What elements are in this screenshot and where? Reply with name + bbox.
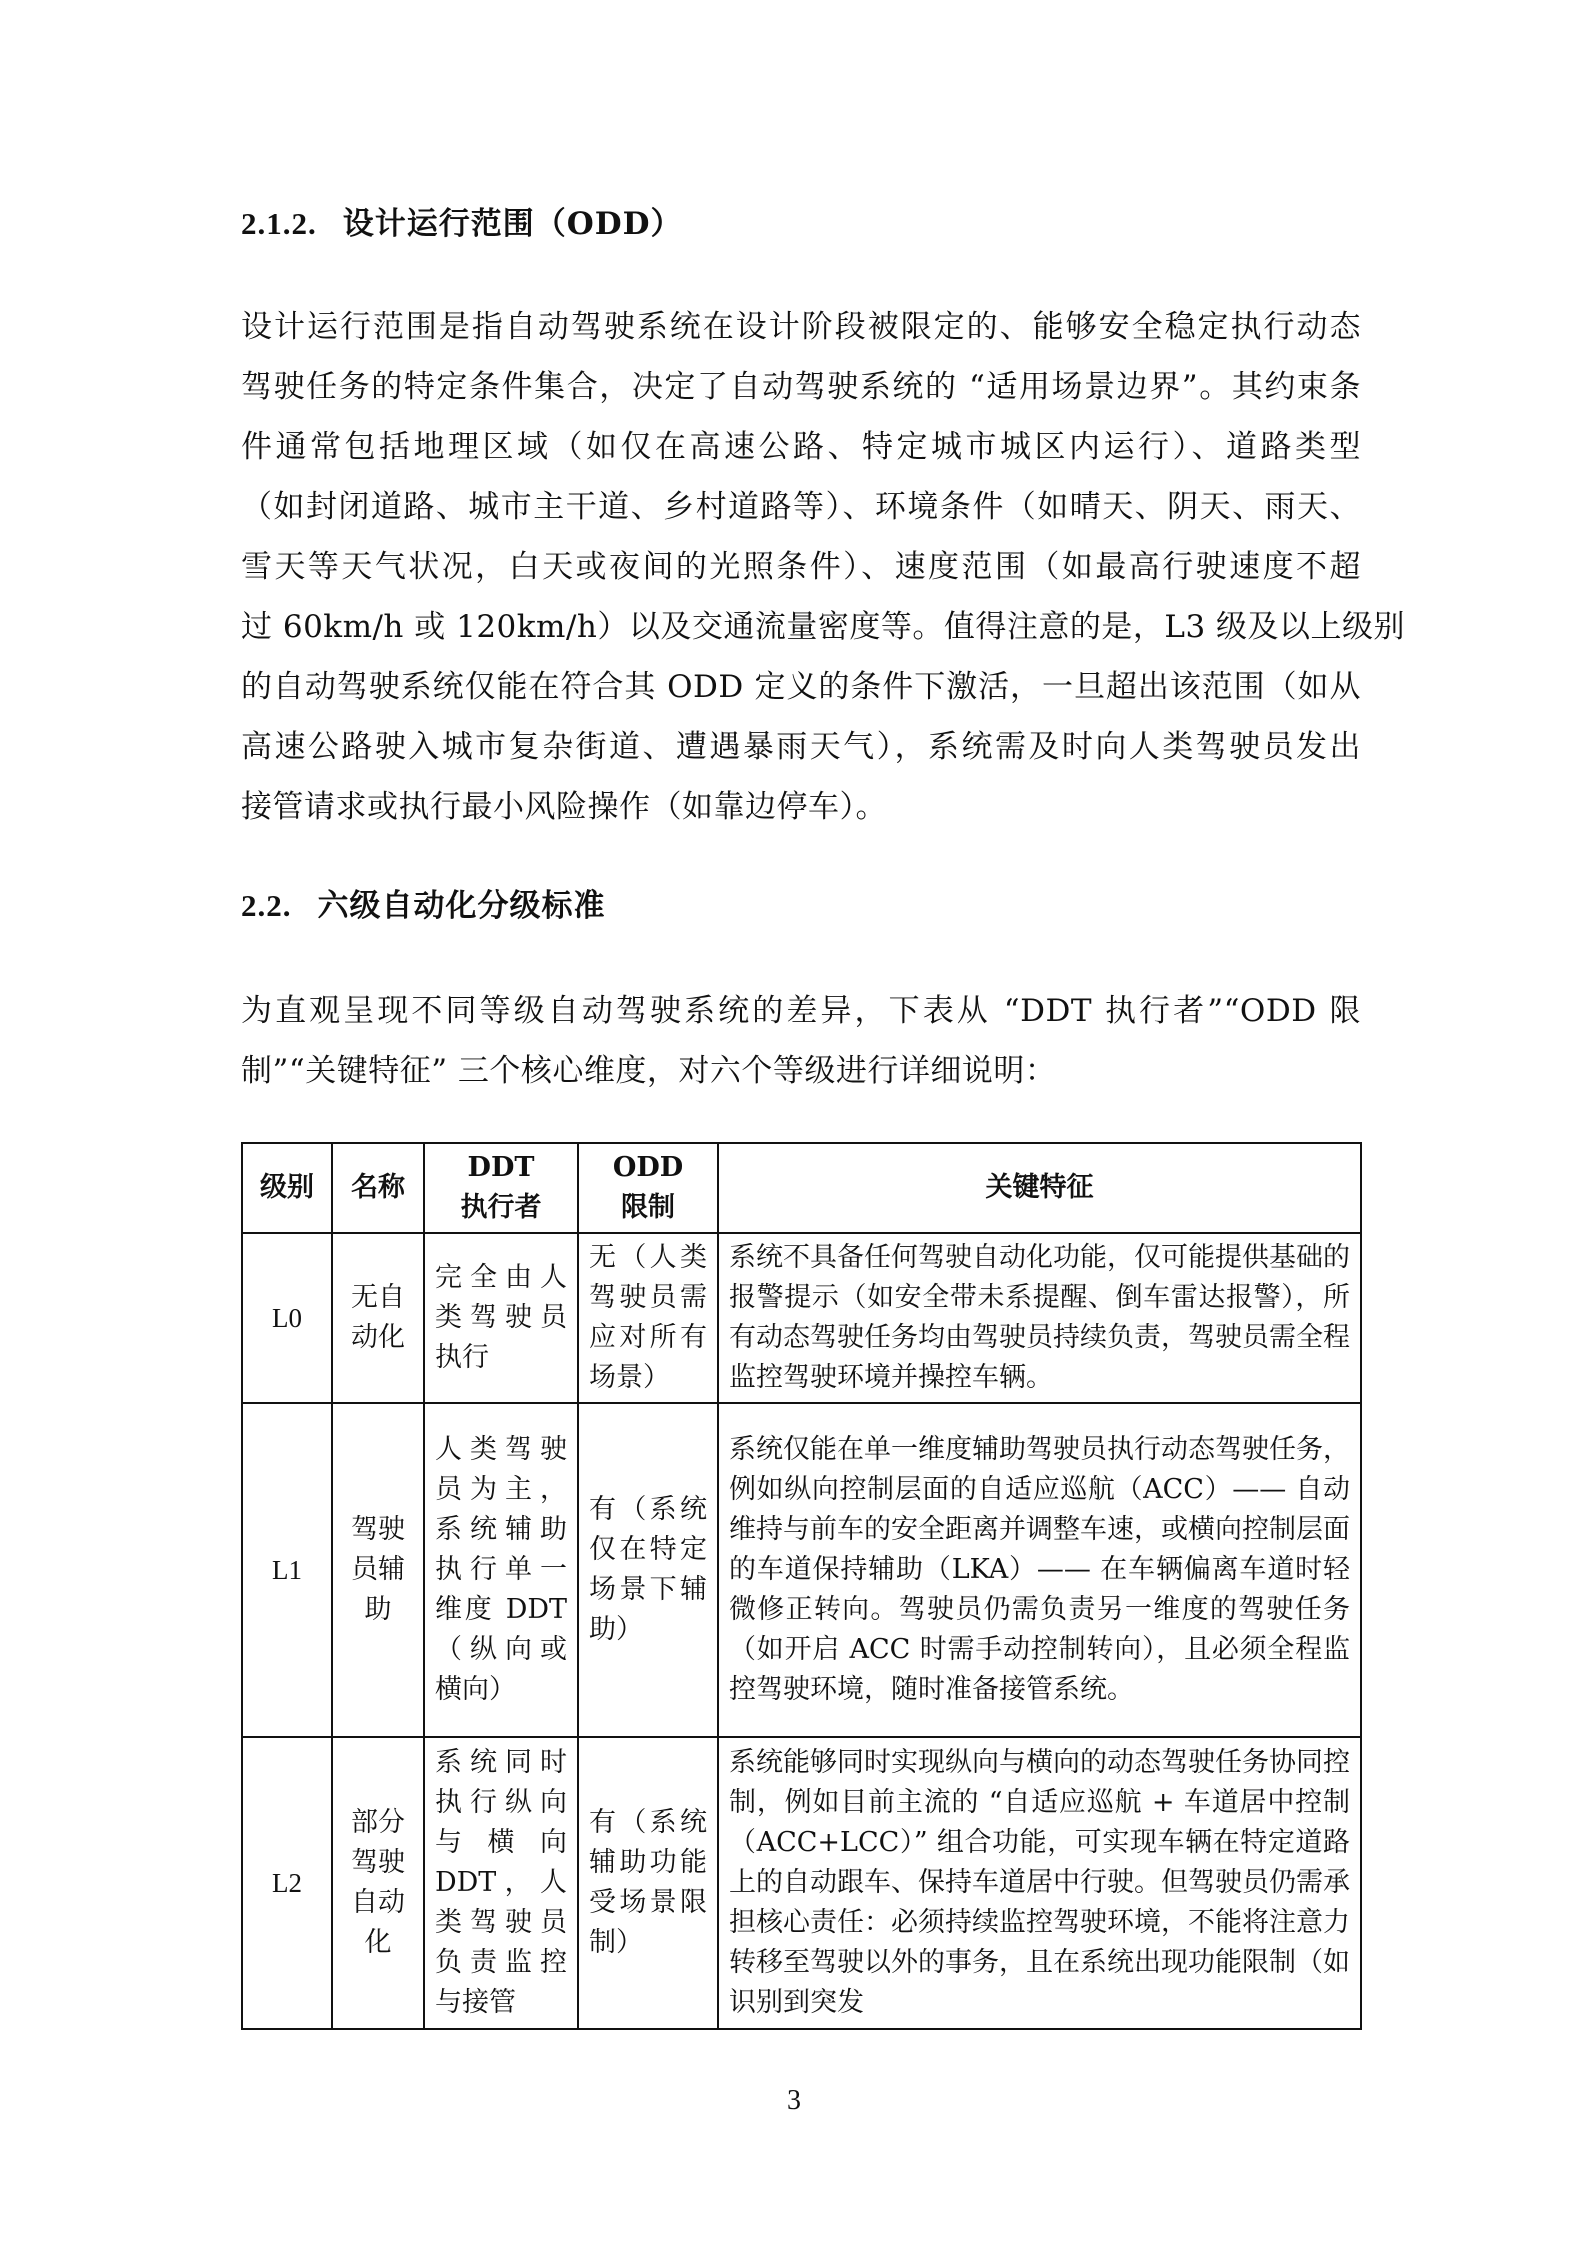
cell-key-features: 系统仅能在单一维度辅助驾驶员执行动态驾驶任务，例如纵向控制层面的自适应巡航（ACC）—— 自动维持与前车的安全距离并调整车速，或横向控制层面的车道保持辅助（LKA）—— 在车辆偏离车道时轻微修正转向。驾驶员仍需负责另一维度的驾驶任务（如开启 ACC 时需手动控制转向），且必须全程监控驾驶环境，随时准备接管系统。 bbox=[718, 1403, 1361, 1737]
section-number: 2.1.2. bbox=[241, 206, 317, 241]
cell-odd-limit: 有（系统辅助功能受场景限制） bbox=[578, 1737, 718, 2029]
header-ddt-executor: DDT 执行者 bbox=[424, 1143, 578, 1233]
cell-name: 驾驶员辅助 bbox=[332, 1403, 424, 1737]
section-heading-levels bbox=[241, 880, 606, 925]
paragraph-line: 过 60km/h 或 120km/h）以及交通流量密度等。值得注意的是，L3 级及以上级别 bbox=[241, 609, 1406, 645]
header-level: 级别 bbox=[242, 1143, 332, 1233]
paragraph-line: 设计运行范围是指自动驾驶系统在设计阶段被限定的、能够安全稳定执行动态 bbox=[241, 309, 1361, 345]
cell-key-features: 系统不具备任何驾驶自动化功能，仅可能提供基础的报警提示（如安全带未系提醒、倒车雷达报警），所有动态驾驶任务均由驾驶员持续负责，驾驶员需全程监控驾驶环境并操控车辆。 bbox=[718, 1233, 1361, 1403]
section-number: 2.2. bbox=[241, 888, 292, 923]
header-odd-limit: ODD 限制 bbox=[578, 1143, 718, 1233]
table-header-row bbox=[242, 1143, 1361, 1233]
paragraph-line: 的自动驾驶系统仅能在符合其 ODD 定义的条件下激活，一旦超出该范围（如从 bbox=[241, 669, 1361, 705]
paragraph-line: 高速公路驶入城市复杂街道、遭遇暴雨天气），系统需及时向人类驾驶员发出 bbox=[241, 729, 1361, 765]
cell-ddt-executor: 人类驾驶员为主，系统辅助执行单一维度 DDT（纵向或横向） bbox=[424, 1403, 578, 1737]
paragraph-line: （如封闭道路、城市主干道、乡村道路等）、环境条件（如晴天、阴天、雨天、 bbox=[241, 489, 1361, 525]
cell-level: L2 bbox=[242, 1737, 332, 2029]
paragraph-line: 驾驶任务的特定条件集合，决定了自动驾驶系统的 “适用场景边界”。其约束条 bbox=[241, 369, 1361, 405]
cell-odd-limit: 无（人类驾驶员需应对所有场景） bbox=[578, 1233, 718, 1403]
automation-levels-table bbox=[241, 1142, 1362, 2030]
section-title: 设计运行范围（ODD） bbox=[342, 206, 683, 242]
paragraph-line: 制”“关键特征” 三个核心维度，对六个等级进行详细说明： bbox=[241, 1053, 1057, 1089]
paragraph-line: 雪天等天气状况，白天或夜间的光照条件）、速度范围（如最高行驶速度不超 bbox=[241, 549, 1361, 585]
paragraph-line: 接管请求或执行最小风险操作（如靠边停车）。 bbox=[241, 789, 887, 825]
paragraph-line: 为直观呈现不同等级自动驾驶系统的差异，下表从 “DDT 执行者”“ODD 限 bbox=[241, 993, 1361, 1029]
paragraph-line: 件通常包括地理区域（如仅在高速公路、特定城市城区内运行）、道路类型 bbox=[241, 429, 1361, 465]
table-row bbox=[242, 1233, 1361, 1403]
cell-level: L0 bbox=[242, 1233, 332, 1403]
section-heading-odd bbox=[241, 198, 683, 243]
section-title: 六级自动化分级标准 bbox=[317, 888, 606, 924]
cell-level: L1 bbox=[242, 1403, 332, 1737]
cell-ddt-executor: 完全由人类驾驶员执行 bbox=[424, 1233, 578, 1403]
cell-key-features: 系统能够同时实现纵向与横向的动态驾驶任务协同控制，例如目前主流的 “自适应巡航 + 车道居中控制（ACC+LCC）” 组合功能，可实现车辆在特定道路上的自动跟车、保持车道居中行驶。但驾驶员仍需承担核心责任：必须持续监控驾驶环境，不能将注意力转移至驾驶以外的事务，且在系统出现功能限制（如识别到突发 bbox=[718, 1737, 1361, 2029]
header-key-features: 关键特征 bbox=[718, 1143, 1361, 1233]
page-number: 3 bbox=[787, 2085, 801, 2116]
table-row bbox=[242, 1403, 1361, 1737]
levels-intro-paragraph bbox=[241, 981, 1361, 1101]
header-name: 名称 bbox=[332, 1143, 424, 1233]
cell-name: 部分驾驶自动化 bbox=[332, 1737, 424, 2029]
table-row bbox=[242, 1737, 1361, 2029]
cell-odd-limit: 有（系统仅在特定场景下辅助） bbox=[578, 1403, 718, 1737]
cell-name: 无自动化 bbox=[332, 1233, 424, 1403]
cell-ddt-executor: 系统同时执行纵向与横向 DDT，人类驾驶员负责监控与接管 bbox=[424, 1737, 578, 2029]
odd-paragraph bbox=[241, 297, 1406, 837]
